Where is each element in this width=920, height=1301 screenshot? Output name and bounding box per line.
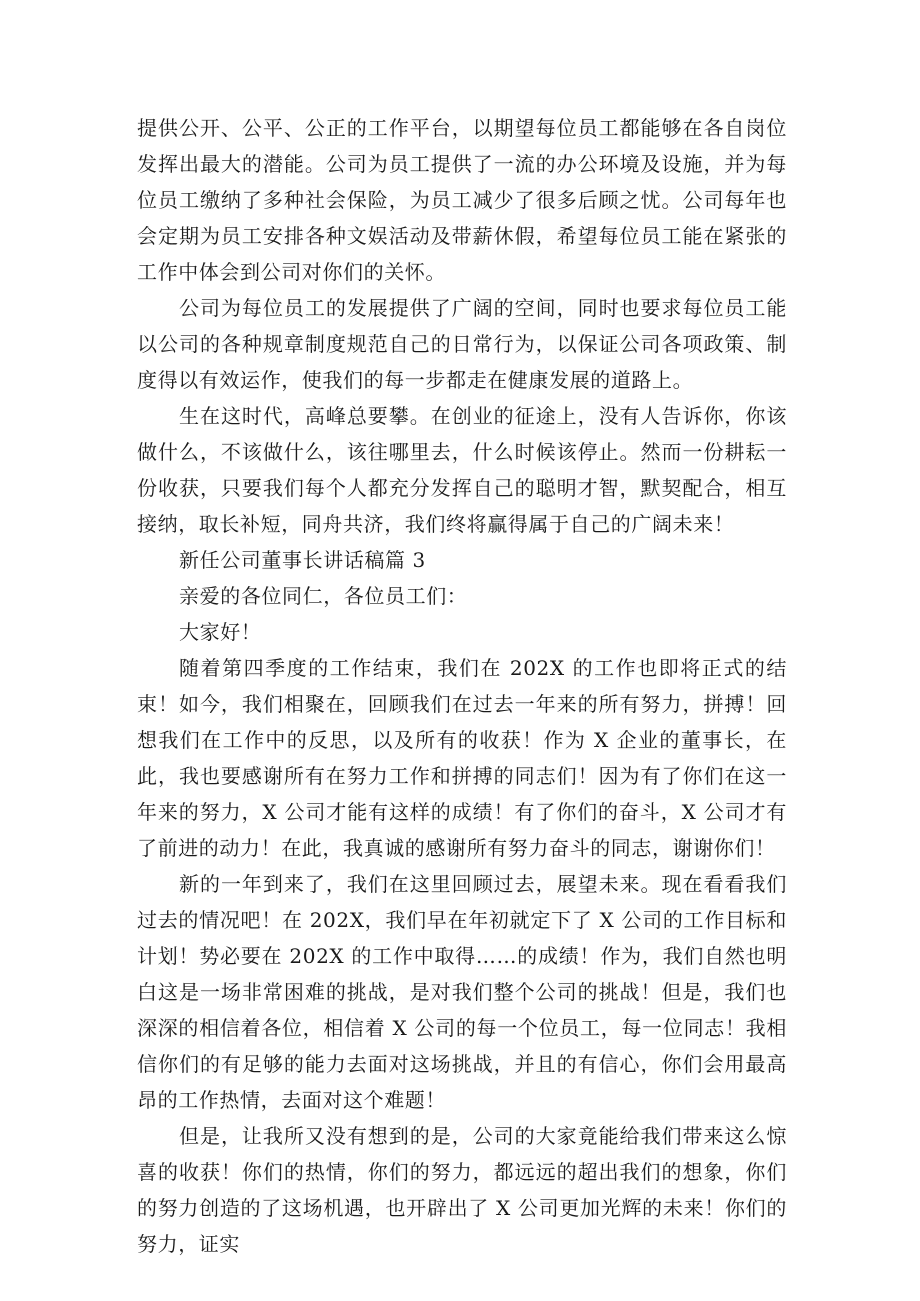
paragraph-1: 提供公开、公平、公正的工作平台，以期望每位员工都能够在各自岗位发挥出最大的潜能。公司为员工提供了一流的办公环境及设施，并为每位员工缴纳了多种社会保险，为员工减少了很多后顾之忧。公司每年也会定期为员工安排各种文娱活动及带薪休假，希望每位员工能在紧张的工作中体会到公司对你们的关怀。 bbox=[137, 116, 787, 284]
paragraph-7: 随着第四季度的工作结束，我们在 202X 的工作也即将正式的结束！如今，我们相聚在，回顾我们在过去一年来的所有努力，拼搏！回想我们在工作中的反思，以及所有的收获！作为 X 企业的董事长，在此，我也要感谢所有在努力工作和拼搏的同志们！因为有了你们在这一年来的努力，X 公司才能有这样的成绩！有了你们的奋斗，X 公司才有了前进的动力！在此，我真诚的感谢所有努力奋斗的同志，谢谢你们！ bbox=[137, 656, 787, 860]
salutation: 亲爱的各位同仁，各位员工们： bbox=[179, 584, 468, 608]
section-heading: 新任公司董事长讲话稿篇 3 bbox=[179, 548, 426, 572]
paragraph-2: 公司为每位员工的发展提供了广阔的空间，同时也要求每位员工能以公司的各种规章制度规范自己的日常行为，以保证公司各项政策、制度得以有效运作，使我们的每一步都走在健康发展的道路上。 bbox=[137, 296, 787, 392]
paragraph-9: 但是，让我所又没有想到的是，公司的大家竟能给我们带来这么惊喜的收获！你们的热情，你们的努力，都远远的超出我们的想象，你们的努力创造的了这场机遇，也开辟出了 X 公司更加光辉的未来！你们的努力，证实 bbox=[137, 1124, 787, 1256]
document-body bbox=[137, 110, 787, 1262]
greeting: 大家好！ bbox=[179, 620, 262, 644]
paragraph-8: 新的一年到来了，我们在这里回顾过去，展望未来。现在看看我们过去的情况吧！在 202X，我们早在年初就定下了 X 公司的工作目标和计划！势必要在 202X 的工作中取得……的成绩！作为，我们自然也明白这是一场非常困难的挑战，是对我们整个公司的挑战！但是，我们也深深的相信着各位，相信着 X 公司的每一个位员工，每一位同志！我相信你们的有足够的能力去面对这场挑战，并且的有信心，你们会用最高昂的工作热情，去面对这个难题！ bbox=[137, 872, 787, 1112]
paragraph-3: 生在这时代，高峰总要攀。在创业的征途上，没有人告诉你，你该做什么，不该做什么，该往哪里去，什么时候该停止。然而一份耕耘一份收获，只要我们每个人都充分发挥自己的聪明才智，默契配合，相互接纳，取长补短，同舟共济，我们终将赢得属于自己的广阔未来！ bbox=[137, 404, 787, 536]
